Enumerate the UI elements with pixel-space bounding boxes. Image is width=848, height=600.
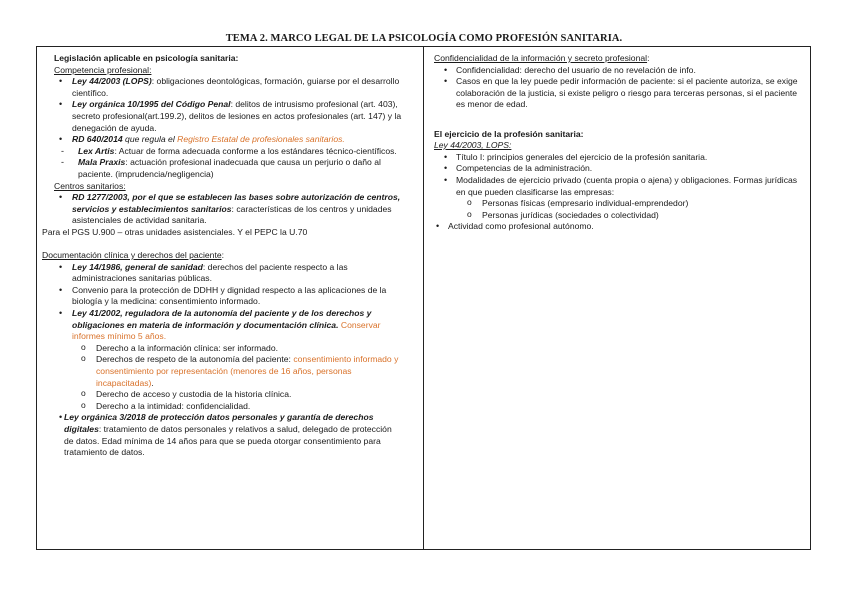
ejercicio-heading: El ejercicio de la profesión sanitaria: (434, 128, 584, 139)
list-item: - Mala Praxis: actuación profesional inadecuada que causa un perjurio o daño al paciente. (imprudencia/negligencia) (42, 157, 402, 180)
list-item: o Personas físicas (empresario individual-emprendedor) (434, 198, 804, 210)
centros-heading: Centros sanitarios: (54, 180, 126, 191)
list-item: • Casos en que la ley puede pedir información de paciente: si el paciente autoriza, se exige colaboración de la justicia, si existe peligro o riesgo para terceras personas, si el paciente es menor de edad. (434, 76, 804, 111)
list-item: • Ley 41/2002, reguladora de la autonomía del paciente y de los derechos y obligaciones en materia de información y documentación clínica. Conservar informes mínimo 5 años. (42, 308, 402, 343)
list-item: • Actividad como profesional autónomo. (434, 221, 804, 233)
documentacion-heading: Documentación clínica y derechos del paciente: (42, 250, 225, 261)
list-item: • Ley orgánica 3/2018 de protección datos personales y garantía de derechos digitales: tratamiento de datos personales y relativos a salud, delegado de protección de datos. Edad mínima de 14 años para que se pueda otorgar consentimiento para tratamiento de datos. (42, 412, 402, 458)
list-item: o Derechos de respeto de la autonomía del paciente: consentimiento informado y consentimiento por representación (menores de 16 años, personas incapacitadas). (42, 354, 402, 389)
list-item: o Personas jurídicas (sociedades o colectividad) (434, 210, 804, 222)
list-item: • Convenio para la protección de DDHH y dignidad respecto a las aplicaciones de la biología y la medicina: consentimiento informado. (42, 285, 402, 308)
list-item: • Confidencialidad: derecho del usuario de no revelación de info. (434, 65, 804, 77)
documentacion-list (42, 262, 402, 459)
list-item: • RD 1277/2003, por el que se establecen las bases sobre autorización de centros, servicios y establecimientos sanitarios: características de los centros y unidades asistenciales de actividad sanitaria. (42, 192, 402, 227)
ejercicio-law: Ley 44/2003, LOPS: (434, 140, 512, 151)
left-column (42, 53, 402, 459)
list-item: • Ley 14/1986, general de sanidad: derechos del paciente respecto a las administraciones sanitarias públicas. (42, 262, 402, 285)
confidencialidad-list (434, 65, 804, 111)
legislation-heading: Legislación aplicable en psicología sanitaria: (54, 53, 239, 63)
confidencialidad-heading: Confidencialidad de la información y secreto profesional: (434, 53, 650, 63)
list-item: o Derecho a la información clínica: ser informado. (42, 343, 402, 355)
list-item: • Ley 44/2003 (LOPS): obligaciones deontológicas, formación, guiarse por el desarrollo científico. (42, 76, 402, 99)
list-item: • Título I: principios generales del ejercicio de la profesión sanitaria. (434, 152, 804, 164)
list-item: • Competencias de la administración. (434, 163, 804, 175)
list-item: • RD 640/2014 que regula el Registro Estatal de profesionales sanitarios. (42, 134, 402, 146)
list-item: - Lex Artis: Actuar de forma adecuada conforme a los estándares técnico-científicos. (42, 146, 402, 158)
right-column (434, 53, 804, 233)
competencia-heading: Competencia profesional: (54, 64, 152, 75)
list-item: o Derecho de acceso y custodia de la historia clínica. (42, 389, 402, 401)
list-item: o Derecho a la intimidad: confidencialidad. (42, 401, 402, 413)
column-divider (423, 46, 424, 550)
centros-list (42, 192, 402, 227)
centros-note: Para el PGS U.900 – otras unidades asistenciales. Y el PEPC la U.70 (42, 226, 308, 237)
competencia-list (42, 76, 402, 180)
list-item: • Ley orgánica 10/1995 del Código Penal: delitos de intrusismo profesional (art. 403), secreto profesional(art.199.2), delitos de lesiones en actos profesionales (art. 147) y la denegación de ayuda. (42, 99, 402, 134)
list-item: • Modalidades de ejercicio privado (cuenta propia o ajena) y obligaciones. Formas jurídicas en que pueden clasificarse las empresas: (434, 175, 804, 198)
ejercicio-list (434, 152, 804, 233)
document-title: TEMA 2. MARCO LEGAL DE LA PSICOLOGÍA COMO PROFESIÓN SANITARIA. (225, 33, 623, 44)
